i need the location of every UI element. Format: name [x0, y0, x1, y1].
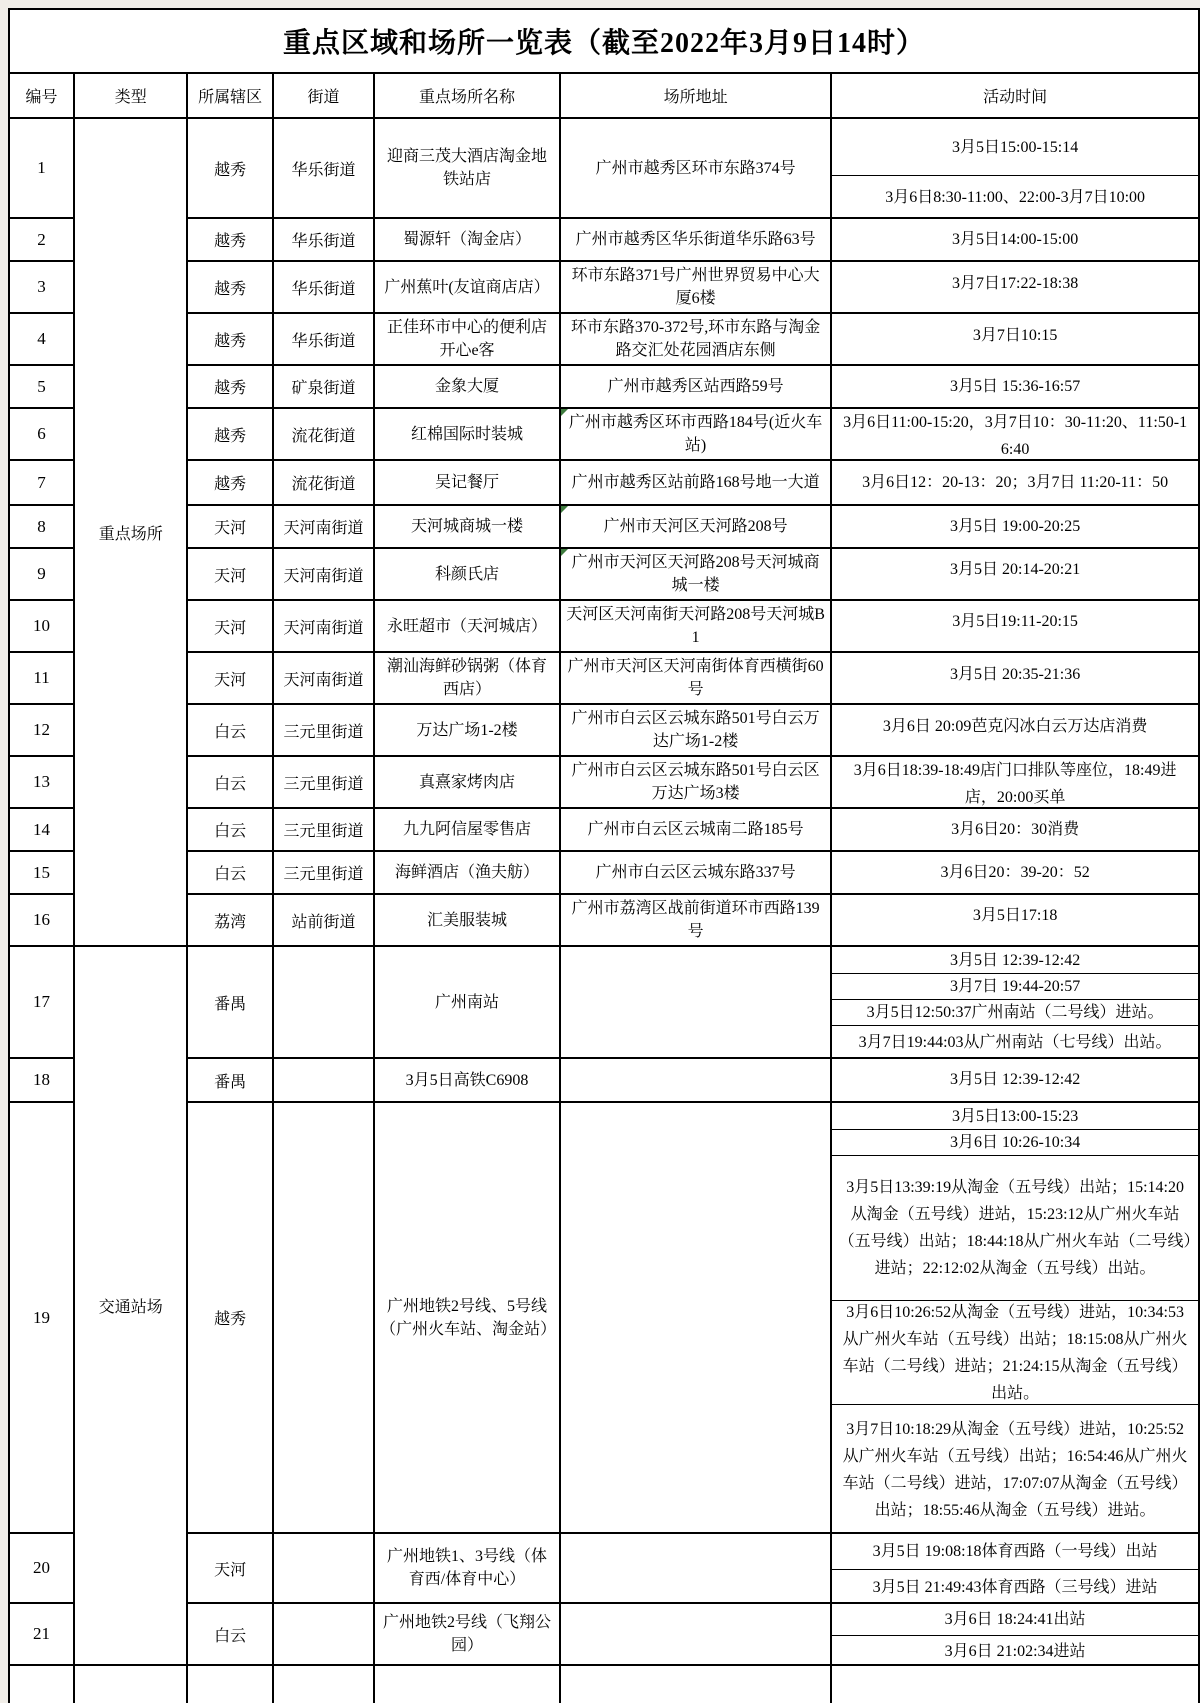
cell-empty [187, 1665, 272, 1703]
cell-address [560, 1102, 831, 1533]
time-entries [832, 895, 1198, 935]
cell-row-number: 19 [9, 1102, 74, 1533]
cell-street: 华乐街道 [273, 218, 374, 261]
cell-place-name: 潮汕海鲜砂锅粥（体育西店） [374, 652, 560, 704]
cell-district: 天河 [187, 600, 272, 652]
cell-district: 白云 [187, 756, 272, 808]
cell-district: 天河 [187, 1533, 272, 1603]
cell-district: 白云 [187, 851, 272, 894]
cell-district: 番禺 [187, 946, 272, 1058]
cell-row-number: 4 [9, 313, 74, 365]
cell-activity-time [831, 548, 1199, 600]
cell-empty [560, 1665, 831, 1703]
cell-place-name: 金象大厦 [374, 365, 560, 408]
table-row [9, 218, 1199, 261]
cell-row-number: 16 [9, 894, 74, 946]
cell-row-number: 10 [9, 600, 74, 652]
cell-row-number: 21 [9, 1603, 74, 1665]
time-entry: 3月6日20：39-20：52 [940, 863, 1090, 881]
cell-street: 三元里街道 [273, 704, 374, 756]
table-row [9, 600, 1199, 652]
cell-place-name: 广州南站 [374, 946, 560, 1058]
cell-activity-time [831, 1058, 1199, 1102]
time-entry: 3月5日13:39:19从淘金（五号线）出站；15:14:20从淘金（五号线）进站，15:23:12从广州火车站（五号线）出站；18:44:18从广州火车站（二号线）进站；22:12:02从淘金（五号线）出站。 [832, 1155, 1198, 1300]
cell-district: 越秀 [187, 460, 272, 505]
cell-street: 三元里街道 [273, 851, 374, 894]
time-entries [832, 409, 1198, 458]
time-entry: 3月6日 20:09芭克闪冰白云万达店消费 [882, 718, 1148, 735]
table-row [9, 261, 1199, 313]
cell-address: 广州市天河区天河路208号 [560, 505, 831, 548]
time-entry: 3月6日 18:24:41出站 [944, 1611, 1086, 1628]
cell-empty [273, 1665, 374, 1703]
table-row [9, 946, 1199, 1058]
cell-activity-time [831, 118, 1199, 218]
table-row [9, 548, 1199, 600]
table-row [9, 756, 1199, 808]
cell-place-name: 广州地铁1、3号线（体育西/体育中心） [374, 1533, 560, 1603]
cell-address: 广州市天河区天河路208号天河城商城一楼 [560, 548, 831, 600]
cell-place-name: 汇美服装城 [374, 894, 560, 946]
time-entries [832, 852, 1198, 892]
cell-address [560, 1058, 831, 1102]
time-entry: 3月7日19:44:03从广州南站（七号线）出站。 [832, 1025, 1198, 1059]
cell-street: 华乐街道 [273, 261, 374, 313]
cell-activity-time [831, 365, 1199, 408]
table-row [9, 1058, 1199, 1102]
cell-row-number: 1 [9, 118, 74, 218]
time-entry: 3月6日 10:26-10:34 [832, 1129, 1198, 1155]
time-entry: 3月7日17:22-18:38 [952, 275, 1079, 292]
cell-row-number: 12 [9, 704, 74, 756]
cell-street: 天河南街道 [273, 505, 374, 548]
cell-district: 越秀 [187, 408, 272, 460]
cell-address [560, 1603, 831, 1665]
cell-place-name: 红棉国际时装城 [374, 408, 560, 460]
time-entries [832, 705, 1198, 748]
comment-marker-icon [561, 549, 568, 556]
cell-district: 越秀 [187, 313, 272, 365]
cell-address: 天河区天河南街天河路208号天河城B1 [560, 600, 831, 652]
table-row [9, 1533, 1199, 1603]
cell-district: 番禺 [187, 1058, 272, 1102]
cell-address: 环市东路371号广州世界贸易中心大厦6楼 [560, 261, 831, 313]
column-header-6: 活动时间 [831, 73, 1199, 118]
cell-place-name: 真熹家烤肉店 [374, 756, 560, 808]
time-entry: 3月5日 12:39-12:42 [950, 951, 1081, 969]
time-entry: 3月5日 12:39-12:42 [950, 1071, 1081, 1088]
cell-address: 广州市天河区天河南街体育西横街60号 [560, 652, 831, 704]
cell-place-name: 广州地铁2号线、5号线（广州火车站、淘金站） [374, 1102, 560, 1533]
time-entry: 3月7日10:15 [972, 327, 1058, 344]
time-entry: 3月6日10:26:52从淘金（五号线）进站，10:34:53从广州火车站（五号线）出站；18:15:08从广州火车站（二号线）进站；21:24:15从淘金（五号线）出站。 [832, 1300, 1198, 1404]
cell-address: 广州市荔湾区战前街道环市西路139号 [560, 894, 831, 946]
time-entry: 3月5日19:11-20:15 [952, 612, 1078, 630]
comment-marker-icon [561, 409, 568, 416]
time-entry: 3月7日 19:44-20:57 [832, 973, 1198, 999]
cell-district: 天河 [187, 548, 272, 600]
column-header-4: 重点场所名称 [374, 73, 560, 118]
cell-row-number: 6 [9, 408, 74, 460]
cell-address: 广州市白云区云城东路337号 [560, 851, 831, 894]
time-entry: 3月5日 20:35-21:36 [950, 666, 1081, 683]
cell-place-name: 科颜氏店 [374, 548, 560, 600]
cell-activity-time [831, 946, 1199, 1058]
table-row [9, 1603, 1199, 1665]
table-row [9, 704, 1199, 756]
cell-row-number: 18 [9, 1058, 74, 1102]
time-entry: 3月6日18:39-18:49店门口排队等座位，18:49进店，20:00买单 [853, 762, 1177, 806]
cell-activity-time [831, 652, 1199, 704]
cell-district: 白云 [187, 1603, 272, 1665]
cell-row-number: 13 [9, 756, 74, 808]
table-row [9, 851, 1199, 894]
time-entry: 3月5日17:18 [972, 906, 1058, 924]
time-entries [832, 219, 1198, 259]
cell-address: 广州市白云区云城南二路185号 [560, 808, 831, 851]
table-row [9, 1102, 1199, 1533]
cell-district: 越秀 [187, 1102, 272, 1533]
cell-place-name: 迎商三茂大酒店淘金地铁站店 [374, 118, 560, 218]
cell-district: 荔湾 [187, 894, 272, 946]
cell-place-name: 天河城商城一楼 [374, 505, 560, 548]
time-entries [832, 119, 1198, 216]
cell-street: 天河南街道 [273, 548, 374, 600]
cell-activity-time [831, 808, 1199, 851]
cell-street: 站前街道 [273, 894, 374, 946]
cell-district: 白云 [187, 808, 272, 851]
cell-place-name: 万达广场1-2楼 [374, 704, 560, 756]
cell-district: 越秀 [187, 261, 272, 313]
table-row [9, 808, 1199, 851]
cell-activity-time [831, 1603, 1199, 1665]
time-entry: 3月7日10:18:29从淘金（五号线）进站，10:25:52从广州火车站（五号线）出站；16:54:46从广州火车站（二号线）进站，17:07:07从淘金（五号线）出站；18:55:46从淘金（五号线）进站。 [832, 1404, 1198, 1534]
time-entries [832, 506, 1198, 546]
column-header-3: 街道 [273, 73, 374, 118]
cell-street [273, 1533, 374, 1603]
table-sheet [8, 8, 1200, 1703]
cell-place-name: 吴记餐厅 [374, 460, 560, 505]
table-row [9, 652, 1199, 704]
cell-activity-time [831, 756, 1199, 808]
cell-empty [374, 1665, 560, 1703]
time-entries [832, 549, 1198, 590]
cell-address: 广州市越秀区站前路168号地一大道 [560, 460, 831, 505]
cell-activity-time [831, 894, 1199, 946]
cell-place-name: 永旺超市（天河城店） [374, 600, 560, 652]
cell-street [273, 1058, 374, 1102]
header-row [9, 73, 1199, 118]
cell-row-number: 15 [9, 851, 74, 894]
cell-district: 越秀 [187, 118, 272, 218]
title-row [9, 9, 1199, 73]
cell-activity-time [831, 505, 1199, 548]
cell-address [560, 1533, 831, 1603]
time-entries [832, 1103, 1198, 1531]
column-header-5: 场所地址 [560, 73, 831, 118]
cell-address: 广州市白云区云城东路501号白云万达广场1-2楼 [560, 704, 831, 756]
column-header-2: 所属辖区 [187, 73, 272, 118]
cell-row-number: 11 [9, 652, 74, 704]
time-entry: 3月6日11:00-15:20，3月7日10：30-11:20、11:50-16:40 [843, 414, 1188, 458]
cell-district: 越秀 [187, 365, 272, 408]
cell-address: 广州市越秀区站西路59号 [560, 365, 831, 408]
cell-activity-time [831, 218, 1199, 261]
table-row [9, 460, 1199, 505]
cell-address: 环市东路370-372号,环市东路与淘金路交汇处花园酒店东侧 [560, 313, 831, 365]
time-entries [832, 1604, 1198, 1663]
time-entry: 3月5日14:00-15:00 [952, 230, 1079, 248]
table-row [9, 118, 1199, 218]
time-entries [832, 653, 1198, 696]
time-entry: 3月5日 15:36-16:57 [950, 377, 1081, 395]
cell-street [273, 1102, 374, 1533]
cell-address: 广州市越秀区华乐街道华乐路63号 [560, 218, 831, 261]
cell-address: 广州市越秀区环市西路184号(近火车站) [560, 408, 831, 460]
cell-empty [9, 1665, 74, 1703]
cell-street: 三元里街道 [273, 756, 374, 808]
time-entries [832, 461, 1198, 503]
time-entry: 3月6日 21:02:34进站 [832, 1635, 1198, 1666]
cell-street: 天河南街道 [273, 600, 374, 652]
cell-activity-time [831, 408, 1199, 460]
cell-place-name: 广州地铁2号线（飞翔公园） [374, 1603, 560, 1665]
table-row-empty [9, 1665, 1199, 1703]
time-entry: 3月6日8:30-11:00、22:00-3月7日10:00 [832, 175, 1198, 219]
cell-place-name: 九九阿信屋零售店 [374, 808, 560, 851]
cell-place-name: 广州蕉叶(友谊商店店） [374, 261, 560, 313]
cell-place-name: 蜀源轩（淘金店） [374, 218, 560, 261]
column-header-1: 类型 [74, 73, 187, 118]
table-row [9, 894, 1199, 946]
cell-district: 越秀 [187, 218, 272, 261]
cell-row-number: 17 [9, 946, 74, 1058]
time-entry: 3月5日 21:49:43体育西路（三号线）进站 [832, 1569, 1198, 1604]
time-entry: 3月6日20：30消费 [951, 820, 1080, 838]
cell-street: 华乐街道 [273, 313, 374, 365]
key-areas-table [8, 8, 1200, 1703]
cell-place-name: 3月5日高铁C6908 [374, 1058, 560, 1102]
comment-marker-icon [561, 506, 568, 513]
table-row [9, 408, 1199, 460]
cell-street: 华乐街道 [273, 118, 374, 218]
time-entries [832, 1534, 1198, 1601]
cell-activity-time [831, 1533, 1199, 1603]
time-entry: 3月5日15:00-15:14 [952, 138, 1079, 156]
cell-place-name: 正佳环市中心的便利店开心e客 [374, 313, 560, 365]
cell-address: 广州市白云区云城东路501号白云区万达广场3楼 [560, 756, 831, 808]
cell-street: 流花街道 [273, 460, 374, 505]
page-title: 重点区域和场所一览表（截至2022年3月9日14时） [9, 9, 1199, 73]
cell-row-number: 9 [9, 548, 74, 600]
cell-row-number: 14 [9, 808, 74, 851]
cell-activity-time [831, 600, 1199, 652]
cell-activity-time [831, 261, 1199, 313]
time-entry: 3月5日 19:08:18体育西路（一号线）出站 [872, 1543, 1158, 1560]
cell-activity-time [831, 1102, 1199, 1533]
time-entry: 3月6日12：20-13：20；3月7日 11:20-11：50 [862, 473, 1169, 491]
cell-street [273, 1603, 374, 1665]
table-row [9, 505, 1199, 548]
time-entries [832, 262, 1198, 305]
time-entry: 3月5日 19:00-20:25 [950, 517, 1081, 535]
cell-type-group: 重点场所 [74, 118, 187, 946]
cell-row-number: 3 [9, 261, 74, 313]
cell-district: 白云 [187, 704, 272, 756]
time-entries [832, 947, 1198, 1056]
cell-activity-time [831, 460, 1199, 505]
cell-district: 天河 [187, 652, 272, 704]
cell-address: 广州市越秀区环市东路374号 [560, 118, 831, 218]
cell-empty [74, 1665, 187, 1703]
cell-district: 天河 [187, 505, 272, 548]
time-entry: 3月5日13:00-15:23 [952, 1107, 1079, 1125]
cell-activity-time [831, 851, 1199, 894]
time-entry: 3月5日12:50:37广州南站（二号线）进站。 [832, 999, 1198, 1025]
cell-row-number: 5 [9, 365, 74, 408]
cell-street [273, 946, 374, 1058]
time-entry: 3月5日 20:14-20:21 [950, 561, 1081, 578]
column-header-0: 编号 [9, 73, 74, 118]
cell-row-number: 7 [9, 460, 74, 505]
cell-place-name: 海鲜酒店（渔夫舫） [374, 851, 560, 894]
cell-row-number: 20 [9, 1533, 74, 1603]
cell-street: 天河南街道 [273, 652, 374, 704]
cell-street: 三元里街道 [273, 808, 374, 851]
time-entries [832, 601, 1198, 641]
time-entries [832, 314, 1198, 357]
time-entries [832, 757, 1198, 806]
cell-row-number: 2 [9, 218, 74, 261]
cell-empty [831, 1665, 1199, 1703]
cell-street: 矿泉街道 [273, 365, 374, 408]
cell-street: 流花街道 [273, 408, 374, 460]
cell-activity-time [831, 313, 1199, 365]
table-row [9, 365, 1199, 408]
time-entries [832, 366, 1198, 406]
table-row [9, 313, 1199, 365]
cell-row-number: 8 [9, 505, 74, 548]
cell-type-group: 交通站场 [74, 946, 187, 1665]
cell-activity-time [831, 704, 1199, 756]
time-entries [832, 1059, 1198, 1100]
cell-address [560, 946, 831, 1058]
time-entries [832, 809, 1198, 849]
